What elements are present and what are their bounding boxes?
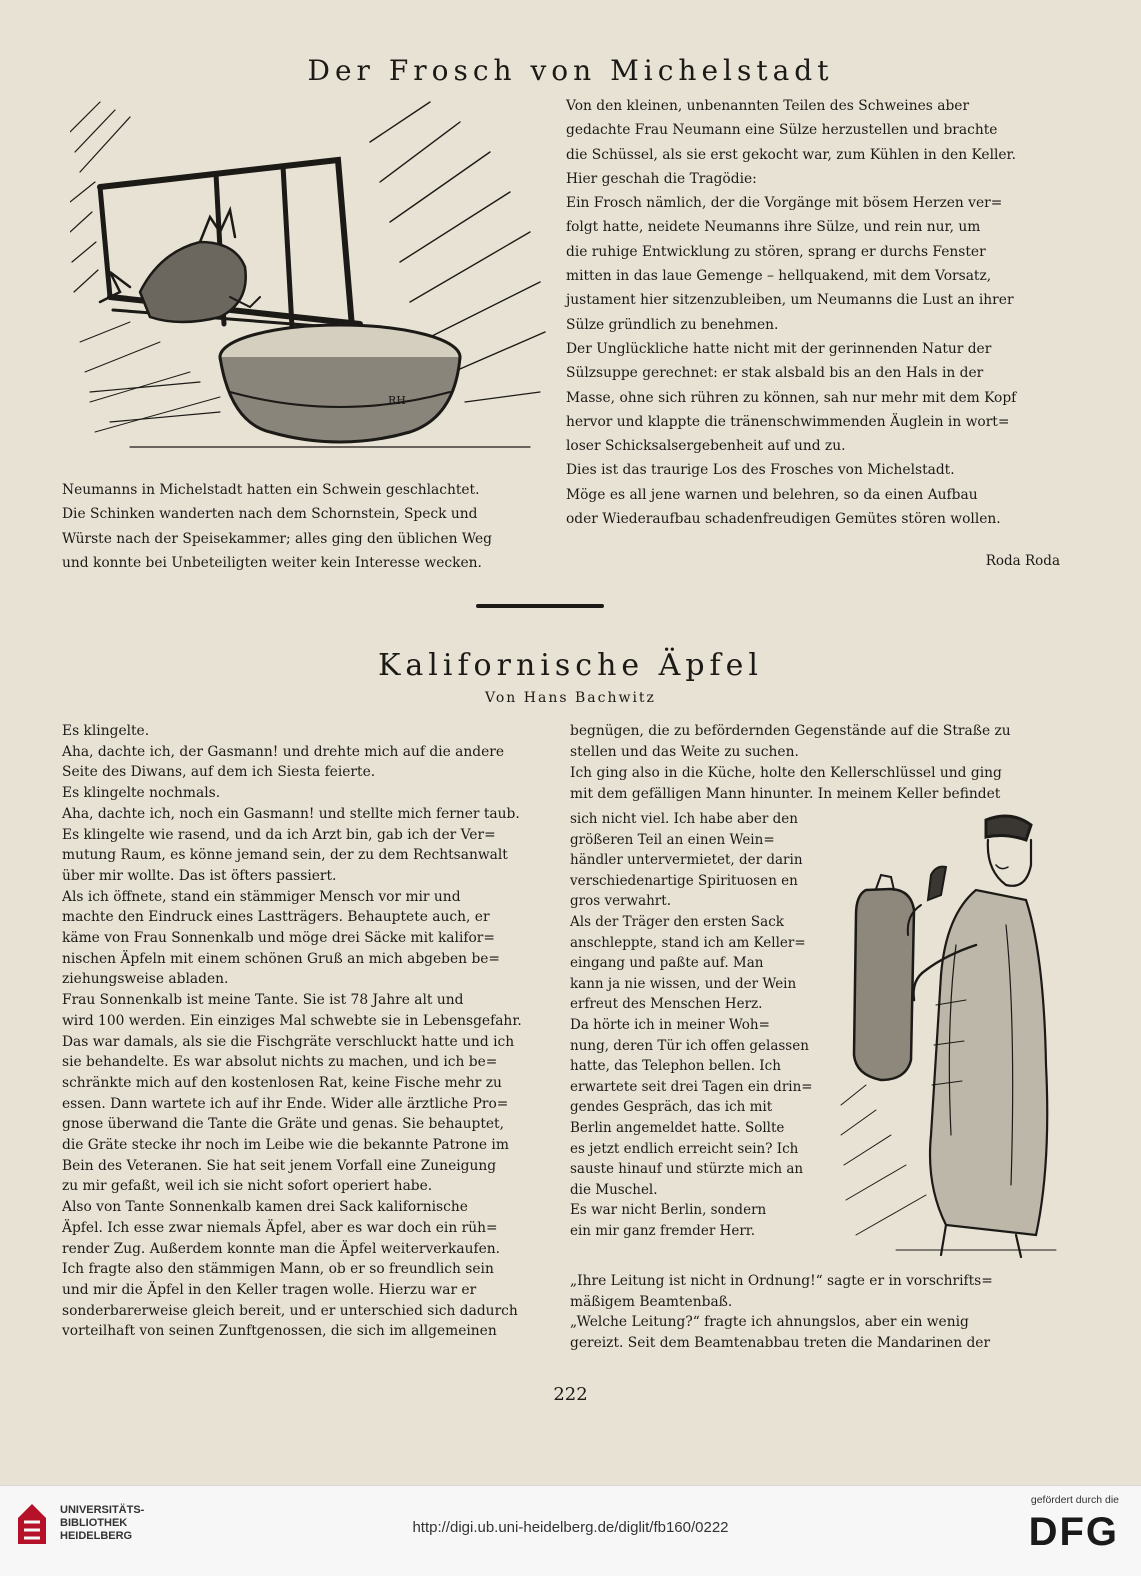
article1-signature: Roda Roda — [985, 553, 1060, 569]
viewer-footer — [0, 1485, 1141, 1576]
article2-right-column-bottom: „Ihre Leitung ist nicht in Ordnung!“ sagte er in vorschrifts= mäßigem Beamtenbaß. „Welche Leitung?“ fragte ich ahnungslos, aber ein wenig gereizt. Seit dem Beamtenabbau treten die Mandarinen der — [570, 1273, 993, 1352]
article2-right-column-top: begnügen, die zu befördernden Gegenstände auf die Straße zu stellen und das Weite zu suchen. Ich ging also in die Küche, holte den Kellerschlüssel und ging mit dem gefälligen Mann hinunter. In meinem Keller befindet — [570, 723, 1011, 802]
article1-right-column: Von den kleinen, unbenannten Teilen des Schweines aber gedachte Frau Neumann eine Sülze herzustellen und brachte die Schüssel, als sie erst gekocht war, zum Kühlen in den Keller. Hier geschah die Tragödie: Ein Frosch nämlich, der die Vorgänge mit bösem Herzen ver= folgt hatte, neidete Neumanns ihre Sülze, und rein nur, um die ruhige Entwicklung zu stören, sprang er durchs Fenster mitten in das laue Gemenge – hellquakend, mit dem Vorsatz, justament hier sitzenzubleiben, um Neumanns die Lust an ihrer Sülze gründlich zu benehmen. Der Unglückliche hatte nicht mit der gerinnenden Natur der Sülzsuppe gerechnet: er stak alsbald bis an den Hals in der Masse, ohne sich rühren zu können, sah nur mehr mit dem Kopf hervor und klappte die tränenschwimmenden Äuglein in wort= loser Schicksalsergebenheit auf und zu. Dies ist das traurige Los des Frosches von Michelstadt. Möge es all jene warnen und belehren, so da einen Aufbau oder Wiederaufbau schadenfreudigen Gemütes stören wollen. — [566, 98, 1017, 528]
university-name: UNIVERSITÄTS- BIBLIOTHEK HEIDELBERG — [60, 1504, 145, 1542]
porter-illustration — [836, 805, 1061, 1260]
sponsor-text: gefördert durch die — [1030, 1494, 1119, 1506]
illustration-monogram: RH — [388, 394, 406, 407]
page-url-link[interactable]: http://digi.ub.uni-heidelberg.de/diglit/fb160/0222 — [412, 1519, 729, 1536]
article1-caption: Neumanns in Michelstadt hatten ein Schwein geschlachtet. Die Schinken wanderten nach dem Schornstein, Speck und Würste nach der Speisekammer; alles ging den üblichen Weg und konnte bei Unbeteiligten weiter kein Interesse wecken. — [62, 482, 492, 571]
article1-title: Der Frosch von Michelstadt — [307, 54, 834, 87]
section-divider — [476, 604, 604, 608]
dfg-logo: DFG — [1028, 1510, 1119, 1554]
article2-title: Kalifornische Äpfel — [377, 648, 764, 683]
article2-left-column: Es klingelte. Aha, dachte ich, der Gasmann! und drehte mich auf die andere Seite des Diwans, auf dem ich Siesta feierte. Es klingelte nochmals. Aha, dachte ich, noch ein Gasmann! und stellte mich ferner taub. Es klingelte wie rasend, und da ich Arzt bin, gab ich der Ver= mutung Raum, es könne jemand sein, der zu dem Rechtsanwalt über mir wollte. Das ist öfters passiert. Als ich öffnete, stand ein stämmiger Mensch vor mir und machte den Eindruck eines Lastträgers. Behauptete auch, er käme von Frau Sonnenkalb und möge drei Säcke mit kalifor= nischen Äpfeln mit einem schönen Gruß an mich abgeben be= ziehungsweise abladen. Frau Sonnenkalb ist meine Tante. Sie ist 78 Jahre alt und wird 100 werden. Ein einziges Mal schwebte sie in Lebensgefahr. Das war damals, als sie die Fischgräte verschluckt hatte und ich sie behandelte. Es war absolut nichts zu machen, und ich be= schränkte mich auf den kostenlosen Rat, keine Fische mehr zu essen. Dann wartete ich auf ihr Ende. Wider alle ärztliche Pro= gnose überwand die Tante die Gräte und genas. Sie behauptet, die Gräte stecke ihr noch im Leibe wie die bekannte Patrone im Bein des Veteranen. Sie hat seit jenem Vorfall eine Zuneigung zu mir gefaßt, weil ich sie nicht sofort operiert habe. Also von Tante Sonnenkalb kamen drei Sack kalifornische Äpfel. Ich esse zwar niemals Äpfel, aber es war doch ein rüh= render Zug. Außerdem konnte man die Äpfel weiterverkaufen. Ich fragte also den stämmigen Mann, ob er so freundlich sein und mir die Äpfel in den Keller tragen wolle. Hierzu war er sonderbarerweise gleich bereit, und er unterschied sich dadurch vorteilhaft von seinen Zunftgenossen, die sich im allgemeinen — [62, 723, 522, 1340]
frog-illustration — [70, 92, 548, 470]
article2-byline: Von Hans Bachwitz — [485, 690, 656, 706]
article2-right-column-middle: sich nicht viel. Ich habe aber den größeren Teil an einen Wein= händler untervermietet, der darin verschiedenartige Spirituosen en gros verwahrt. Als der Träger den ersten Sack anschleppte, stand ich am Keller= eingang und paßte auf. Man kann ja nie wissen, und der Wein erfreut des Menschen Herz. Da hörte ich in meiner Woh= nung, deren Tür ich offen gelassen hatte, das Telephon bellen. Ich erwartete seit drei Tagen ein drin= gendes Gespräch, das ich mit Berlin angemeldet hatte. Sollte es jetzt endlich erreicht sein? Ich sauste hinauf und stürzte mich an die Muschel. Es war nicht Berlin, sondern ein mir ganz fremder Herr. — [570, 811, 813, 1239]
page-number: 222 — [553, 1384, 588, 1405]
